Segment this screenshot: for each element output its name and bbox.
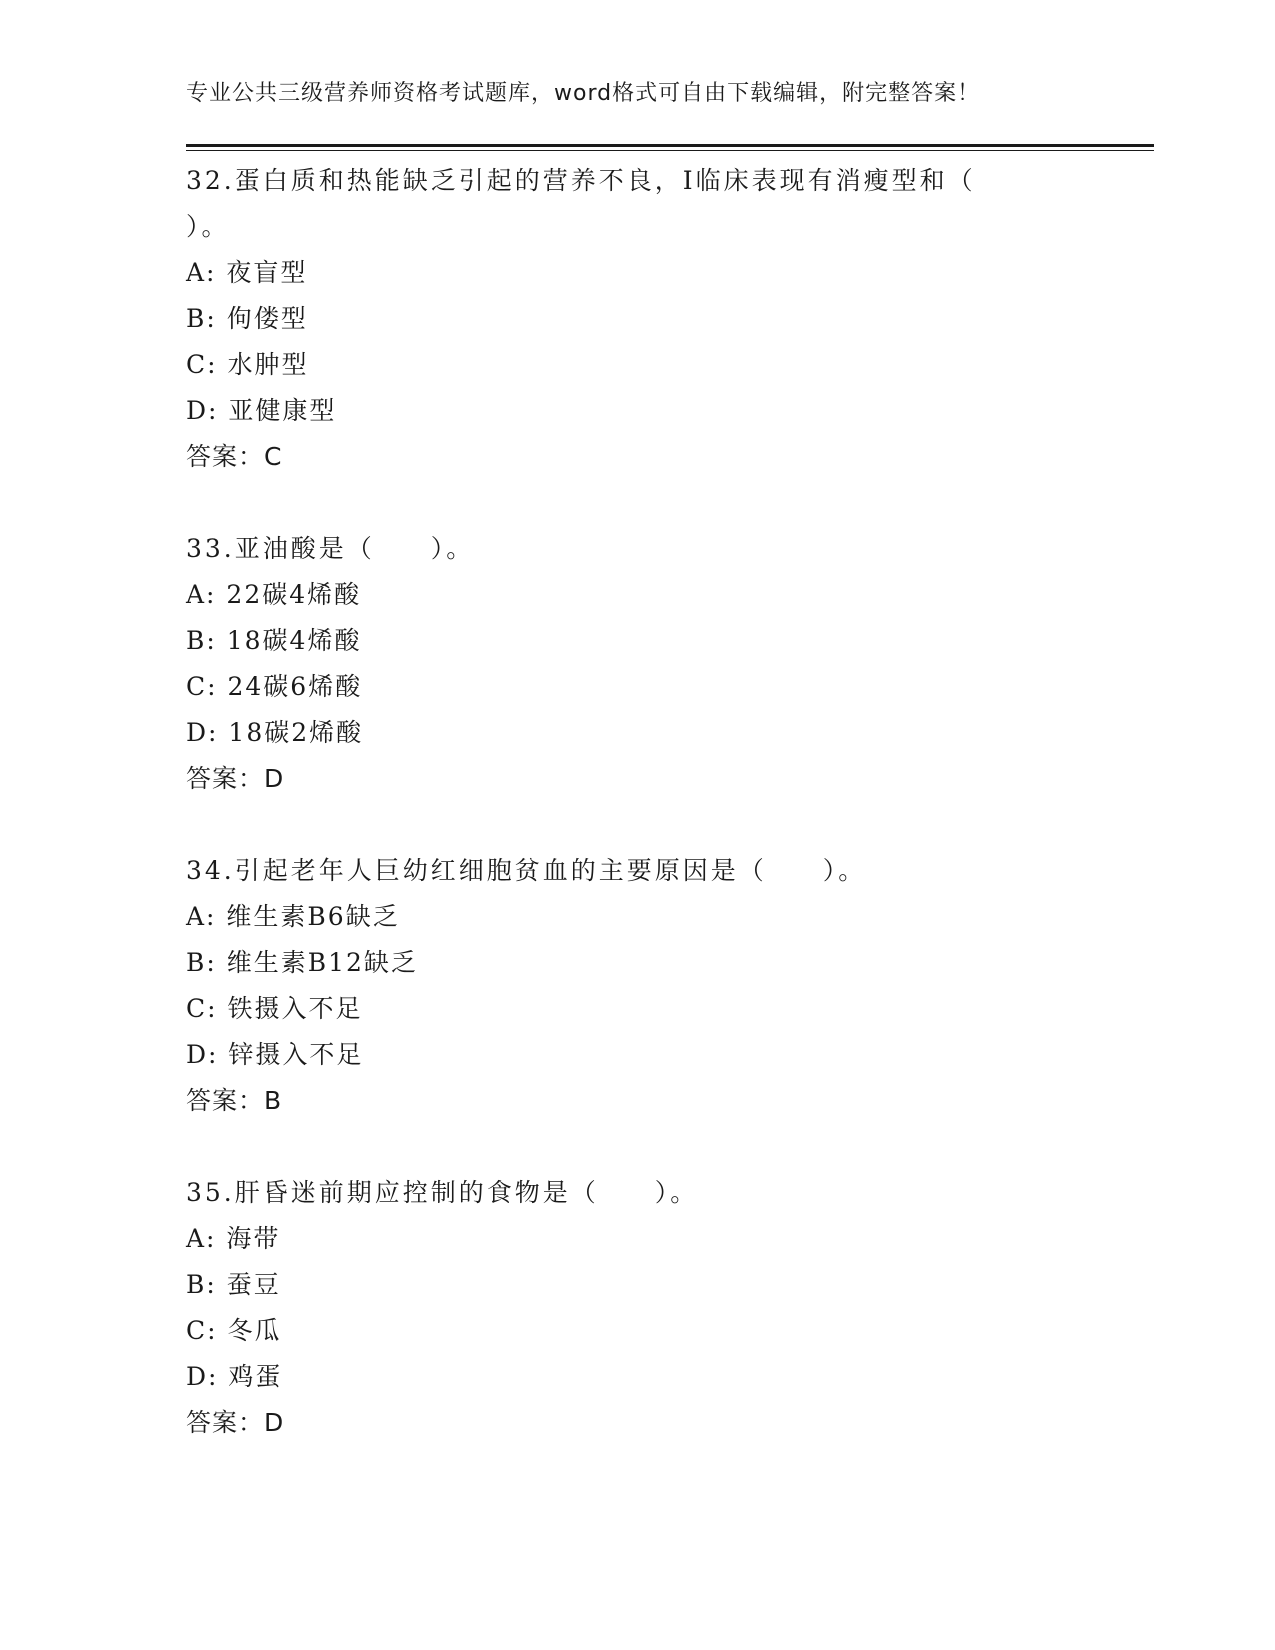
answer-label: 答案：B [186, 1086, 283, 1115]
option-d: D: 鸡蛋 [186, 1362, 283, 1391]
question-list [186, 158, 1146, 1492]
question-stem-continued: ）。 [186, 212, 230, 241]
question-32 [186, 158, 1146, 480]
option-a: A: 夜盲型 [186, 258, 308, 287]
option-a: A: 海带 [186, 1224, 281, 1253]
header-rule-thick [186, 144, 1154, 147]
question-33 [186, 526, 1146, 802]
question-stem: 33.亚油酸是（ ）。 [186, 534, 475, 563]
option-c: C: 24碳6烯酸 [186, 672, 363, 701]
option-a: A: 维生素B6缺乏 [186, 902, 400, 931]
option-d: D: 锌摄入不足 [186, 1040, 364, 1069]
option-d: D: 亚健康型 [186, 396, 337, 425]
question-stem: 34.引起老年人巨幼红细胞贫血的主要原因是（ ）。 [186, 856, 867, 885]
question-35 [186, 1170, 1146, 1446]
option-b: B: 佝偻型 [186, 304, 308, 333]
option-c: C: 铁摄入不足 [186, 994, 363, 1023]
answer-label: 答案：D [186, 1408, 285, 1437]
option-a: A: 22碳4烯酸 [186, 580, 362, 609]
question-34 [186, 848, 1146, 1124]
question-stem: 32.蛋白质和热能缺乏引起的营养不良，I临床表现有消瘦型和（ [186, 166, 976, 195]
option-b: B: 18碳4烯酸 [186, 626, 362, 655]
answer-label: 答案：C [186, 442, 283, 471]
header-rule-thin [186, 150, 1154, 151]
option-c: C: 水肿型 [186, 350, 309, 379]
page-header: 专业公共三级营养师资格考试题库，word格式可自由下载编辑，附完整答案！ [186, 81, 981, 106]
question-stem: 35.肝昏迷前期应控制的食物是（ ）。 [186, 1178, 699, 1207]
option-b: B: 维生素B12缺乏 [186, 948, 418, 977]
option-b: B: 蚕豆 [186, 1270, 281, 1299]
option-d: D: 18碳2烯酸 [186, 718, 364, 747]
option-c: C: 冬瓜 [186, 1316, 282, 1345]
answer-label: 答案：D [186, 764, 285, 793]
